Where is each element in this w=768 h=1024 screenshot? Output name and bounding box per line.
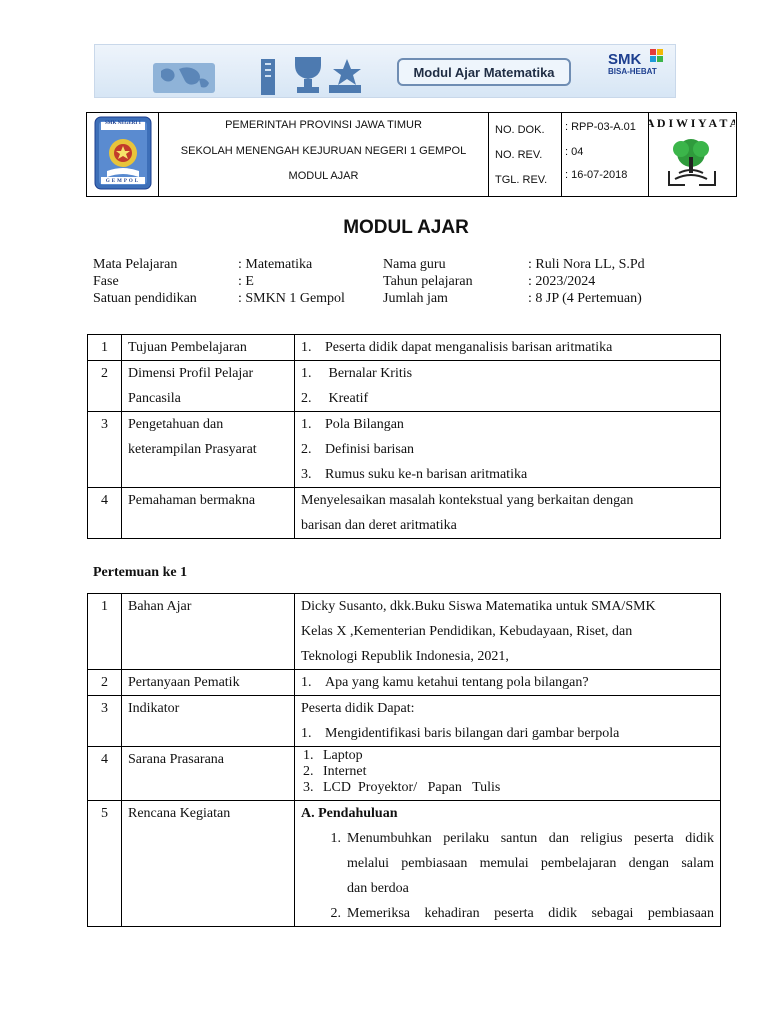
table-row bbox=[88, 801, 721, 927]
row-number: 1 bbox=[88, 594, 122, 670]
rev-no-label: NO. REV. bbox=[495, 149, 543, 161]
section-heading: A. Pendahuluan bbox=[301, 806, 398, 821]
row-label: Indikator bbox=[122, 696, 295, 747]
row-label: Bahan Ajar bbox=[122, 594, 295, 670]
smk-logo bbox=[608, 51, 672, 93]
row-content: 1. Apa yang kamu ketahui tentang pola bilangan? bbox=[295, 670, 721, 696]
objective-text: Peserta didik dapat menganalisis barisan aritmatika bbox=[325, 340, 613, 355]
rev-date-value: : 16-07-2018 bbox=[565, 169, 628, 181]
trophy-icon bbox=[295, 57, 321, 79]
doc-no-label: NO. DOK. bbox=[495, 124, 545, 136]
meta-phase-label: Fase bbox=[93, 274, 119, 289]
meeting-title: Pertemuan ke 1 bbox=[93, 565, 188, 580]
table-row bbox=[88, 412, 721, 488]
school-logo-cell bbox=[87, 113, 159, 196]
meta-school-value: : SMKN 1 Gempol bbox=[238, 291, 345, 306]
adiwiyata-logo-icon bbox=[649, 113, 735, 197]
meta-year-label: Tahun pelajaran bbox=[383, 274, 473, 289]
adiwiyata-logo-cell bbox=[649, 113, 736, 196]
header-center-cell bbox=[159, 113, 489, 196]
list-item: 2. Memeriksa kehadiran peserta didik sebagai pembiasaan bbox=[330, 906, 714, 921]
school-logo-bottom-text: GEMPOL bbox=[105, 179, 141, 184]
school-line: SEKOLAH MENENGAH KEJURUAN NEGERI 1 GEMPOL bbox=[180, 145, 467, 157]
row-content: 1. Bernalar Kritis 2. Kreatif bbox=[295, 361, 721, 412]
row-label: Tujuan Pembelajaran bbox=[122, 335, 295, 361]
row-label: Rencana Kegiatan bbox=[122, 801, 295, 927]
table-row bbox=[88, 670, 721, 696]
row-number: 3 bbox=[88, 696, 122, 747]
smk-logo-tagline: BISA-HEBAT bbox=[608, 67, 657, 76]
table-row bbox=[88, 594, 721, 670]
banner-illustration bbox=[95, 45, 675, 97]
row-content: 1. Pola Bilangan 2. Definisi barisan 3. Rumus suku ke-n barisan aritmatika bbox=[295, 412, 721, 488]
adiwiyata-text: A D I W I Y A T A bbox=[649, 116, 735, 130]
row-content: 1. Peserta didik dapat menganalisis barisan aritmatika bbox=[295, 335, 721, 361]
row-number: 3 bbox=[88, 412, 122, 488]
row-number: 5 bbox=[88, 801, 122, 927]
row-number: 2 bbox=[88, 361, 122, 412]
rev-no-value: : 04 bbox=[565, 146, 584, 158]
meta-school-label: Satuan pendidikan bbox=[93, 291, 197, 306]
star-icon bbox=[333, 59, 361, 85]
table-row bbox=[88, 488, 721, 539]
row-label: Sarana Prasarana bbox=[122, 747, 295, 801]
province-line: PEMERINTAH PROVINSI JAWA TIMUR bbox=[225, 119, 422, 131]
rev-date-label: TGL. REV. bbox=[495, 174, 548, 186]
row-content: Peserta didik Dapat: 1. Mengidentifikasi baris bilangan dari gambar berpola bbox=[295, 696, 721, 747]
row-label: Pemahaman bermakna bbox=[122, 488, 295, 539]
document-header bbox=[86, 112, 737, 197]
row-content: Dicky Susanto, dkk.Buku Siswa Matematika untuk SMA/SMK Kelas X ,Kementerian Pendidikan, Kebudayaan, Riset, dan Teknologi Republik Indonesia, 2021, bbox=[295, 594, 721, 670]
banner-title: Modul Ajar Matematika bbox=[397, 58, 571, 86]
meta-phase-value: : E bbox=[238, 274, 254, 289]
table-row bbox=[88, 361, 721, 412]
meta-subject-label: Mata Pelajaran bbox=[93, 257, 178, 272]
row-number: 1 bbox=[88, 335, 122, 361]
row-label: Pertanyaan Pematik bbox=[122, 670, 295, 696]
meta-hours-label: Jumlah jam bbox=[383, 291, 448, 306]
table-row bbox=[88, 696, 721, 747]
meta-hours-value: : 8 JP (4 Pertemuan) bbox=[528, 291, 642, 306]
table-row bbox=[88, 747, 721, 801]
row-number: 4 bbox=[88, 747, 122, 801]
meta-teacher-value: : Ruli Nora LL, S.Pd bbox=[528, 257, 645, 272]
row-number: 4 bbox=[88, 488, 122, 539]
meta-subject-value: : Matematika bbox=[238, 257, 313, 272]
header-banner bbox=[94, 44, 676, 98]
page-title: MODUL AJAR bbox=[343, 217, 469, 238]
doc-type-line: MODUL AJAR bbox=[288, 170, 359, 182]
table-row bbox=[88, 335, 721, 361]
row-content bbox=[295, 801, 721, 927]
doc-no-value: : RPP-03-A.01 bbox=[565, 121, 636, 133]
school-logo-top-text: SMK NEGERI 1 bbox=[104, 121, 142, 126]
row-content: 1. Laptop 2. Internet 3. LCD Proyektor/ Papan Tulis bbox=[295, 747, 721, 801]
doc-info-cell bbox=[489, 113, 649, 196]
learning-objectives-table bbox=[87, 334, 721, 539]
meta-teacher-label: Nama guru bbox=[383, 257, 446, 272]
row-content: Menyelesaikan masalah kontekstual yang berkaitan dengan barisan dan deret aritmatika bbox=[295, 488, 721, 539]
row-label: Dimensi Profil Pelajar Pancasila bbox=[122, 361, 295, 412]
meeting-1-table bbox=[87, 593, 721, 927]
smk-logo-text: SMK bbox=[608, 51, 642, 68]
row-label: Pengetahuan dan keterampilan Prasyarat bbox=[122, 412, 295, 488]
list-item: 1. Menumbuhkan perilaku santun dan religius peserta didik melalui pembiasaan memulai pembelajaran dengan salam dan berdoa bbox=[330, 831, 714, 896]
row-number: 2 bbox=[88, 670, 122, 696]
meta-year-value: : 2023/2024 bbox=[528, 274, 596, 289]
